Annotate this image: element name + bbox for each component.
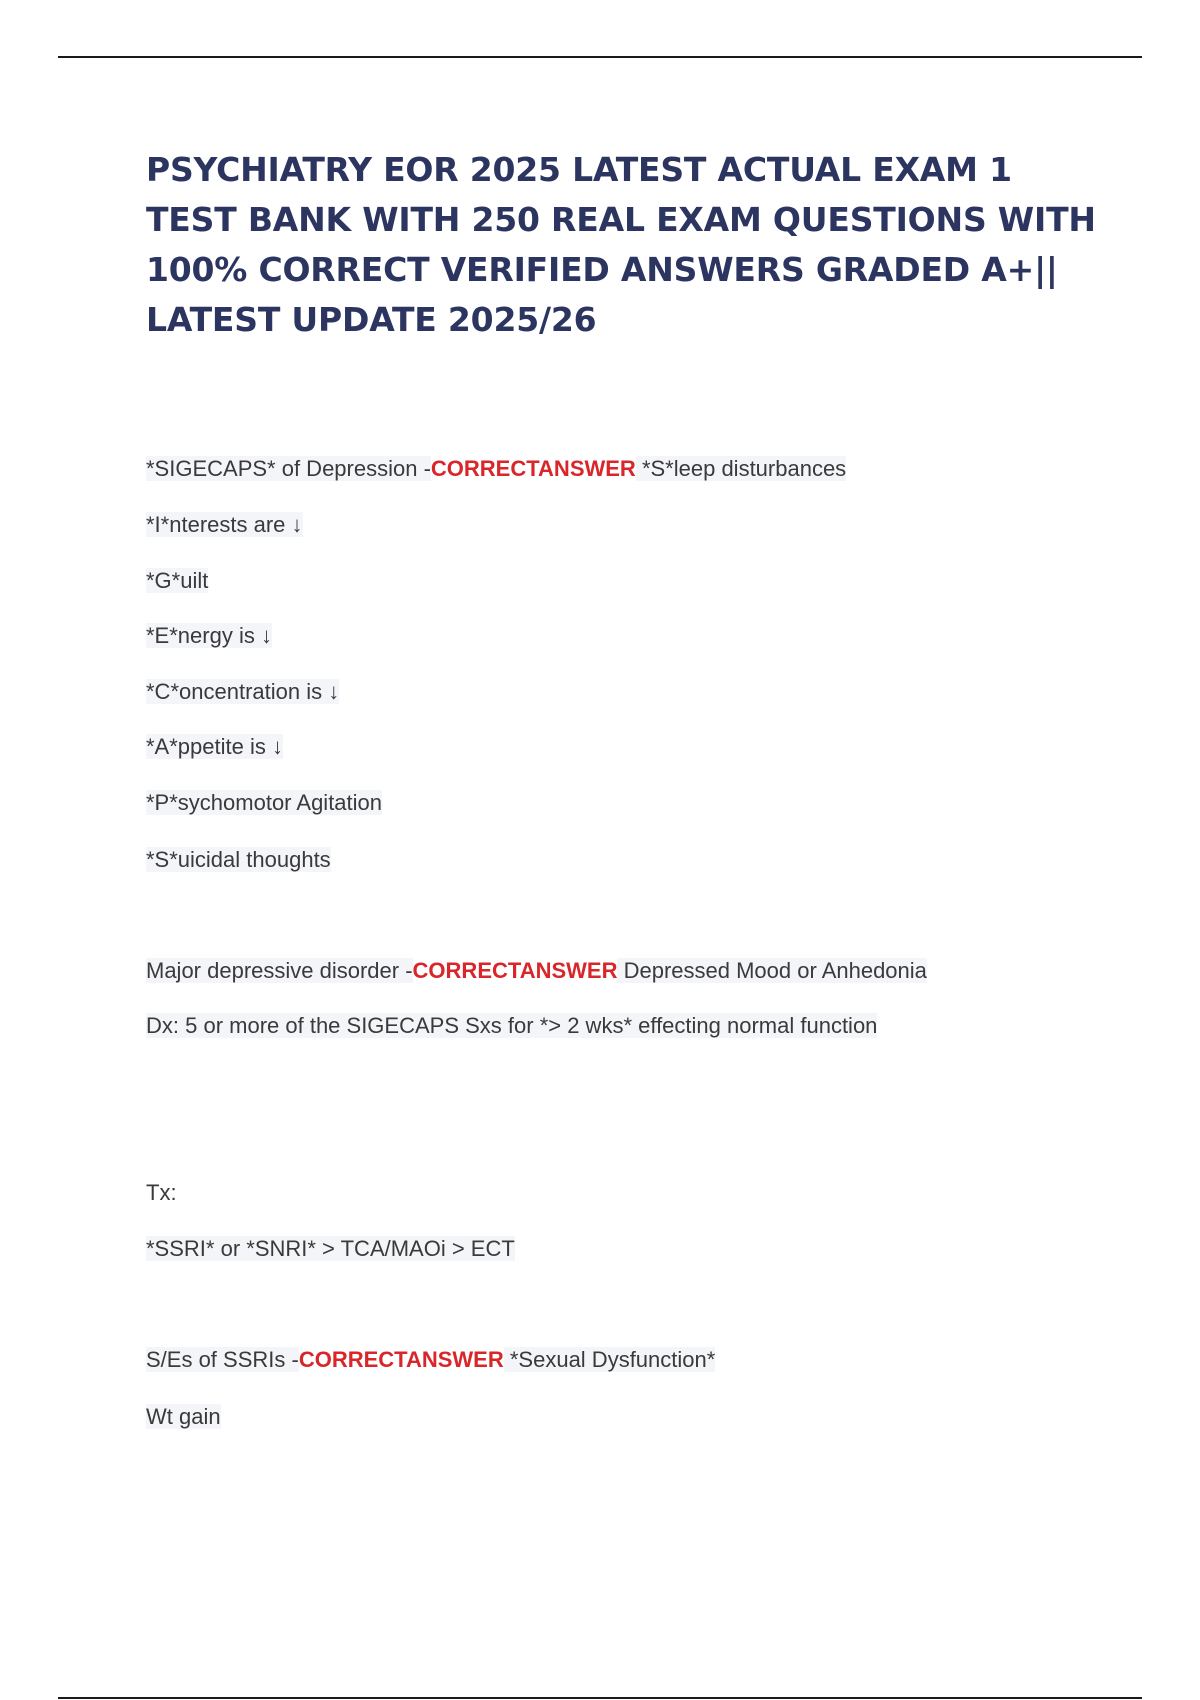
- answer-line: *G*uilt: [146, 568, 209, 593]
- document-title: PSYCHIATRY EOR 2025 LATEST ACTUAL EXAM 1 TEST BANK WITH 250 REAL EXAM QUESTIONS WITH 100% CORRECT VERIFIED ANSWERS GRADED A+|| LATEST UPDATE 2025/26: [146, 150, 1096, 339]
- answer-line: Wt gain: [146, 1404, 221, 1429]
- answer-line: *S*uicidal thoughts: [146, 847, 331, 872]
- qa-ssri-side-effects: [146, 1347, 715, 1373]
- qa-major-depressive-disorder: [146, 958, 927, 984]
- answer-line: *P*sychomotor Agitation: [146, 790, 383, 815]
- qa-sigecaps: [146, 456, 846, 482]
- answer-text: *Sexual Dysfunction*: [503, 1347, 716, 1372]
- top-rule: [58, 56, 1142, 58]
- question-text: *SIGECAPS* of Depression -: [146, 456, 431, 481]
- correct-answer-tag: CORRECTANSWER: [298, 1347, 504, 1372]
- question-text: Major depressive disorder -: [146, 958, 413, 983]
- answer-text: *S*leep disturbances: [635, 456, 847, 481]
- answer-line: Tx:: [146, 1180, 177, 1205]
- correct-answer-tag: CORRECTANSWER: [412, 958, 618, 983]
- answer-text: Depressed Mood or Anhedonia: [617, 958, 927, 983]
- answer-line: *C*oncentration is ↓: [146, 679, 340, 704]
- bottom-rule: [58, 1697, 1142, 1699]
- answer-line: *SSRI* or *SNRI* > TCA/MAOi > ECT: [146, 1236, 515, 1261]
- answer-line: *E*nergy is ↓: [146, 623, 272, 648]
- answer-line: *A*ppetite is ↓: [146, 734, 283, 759]
- answer-line: Dx: 5 or more of the SIGECAPS Sxs for *> 2 wks* effecting normal function: [146, 1013, 878, 1038]
- question-text: S/Es of SSRIs -: [146, 1347, 299, 1372]
- answer-line: *I*nterests are ↓: [146, 512, 303, 537]
- correct-answer-tag: CORRECTANSWER: [430, 456, 636, 481]
